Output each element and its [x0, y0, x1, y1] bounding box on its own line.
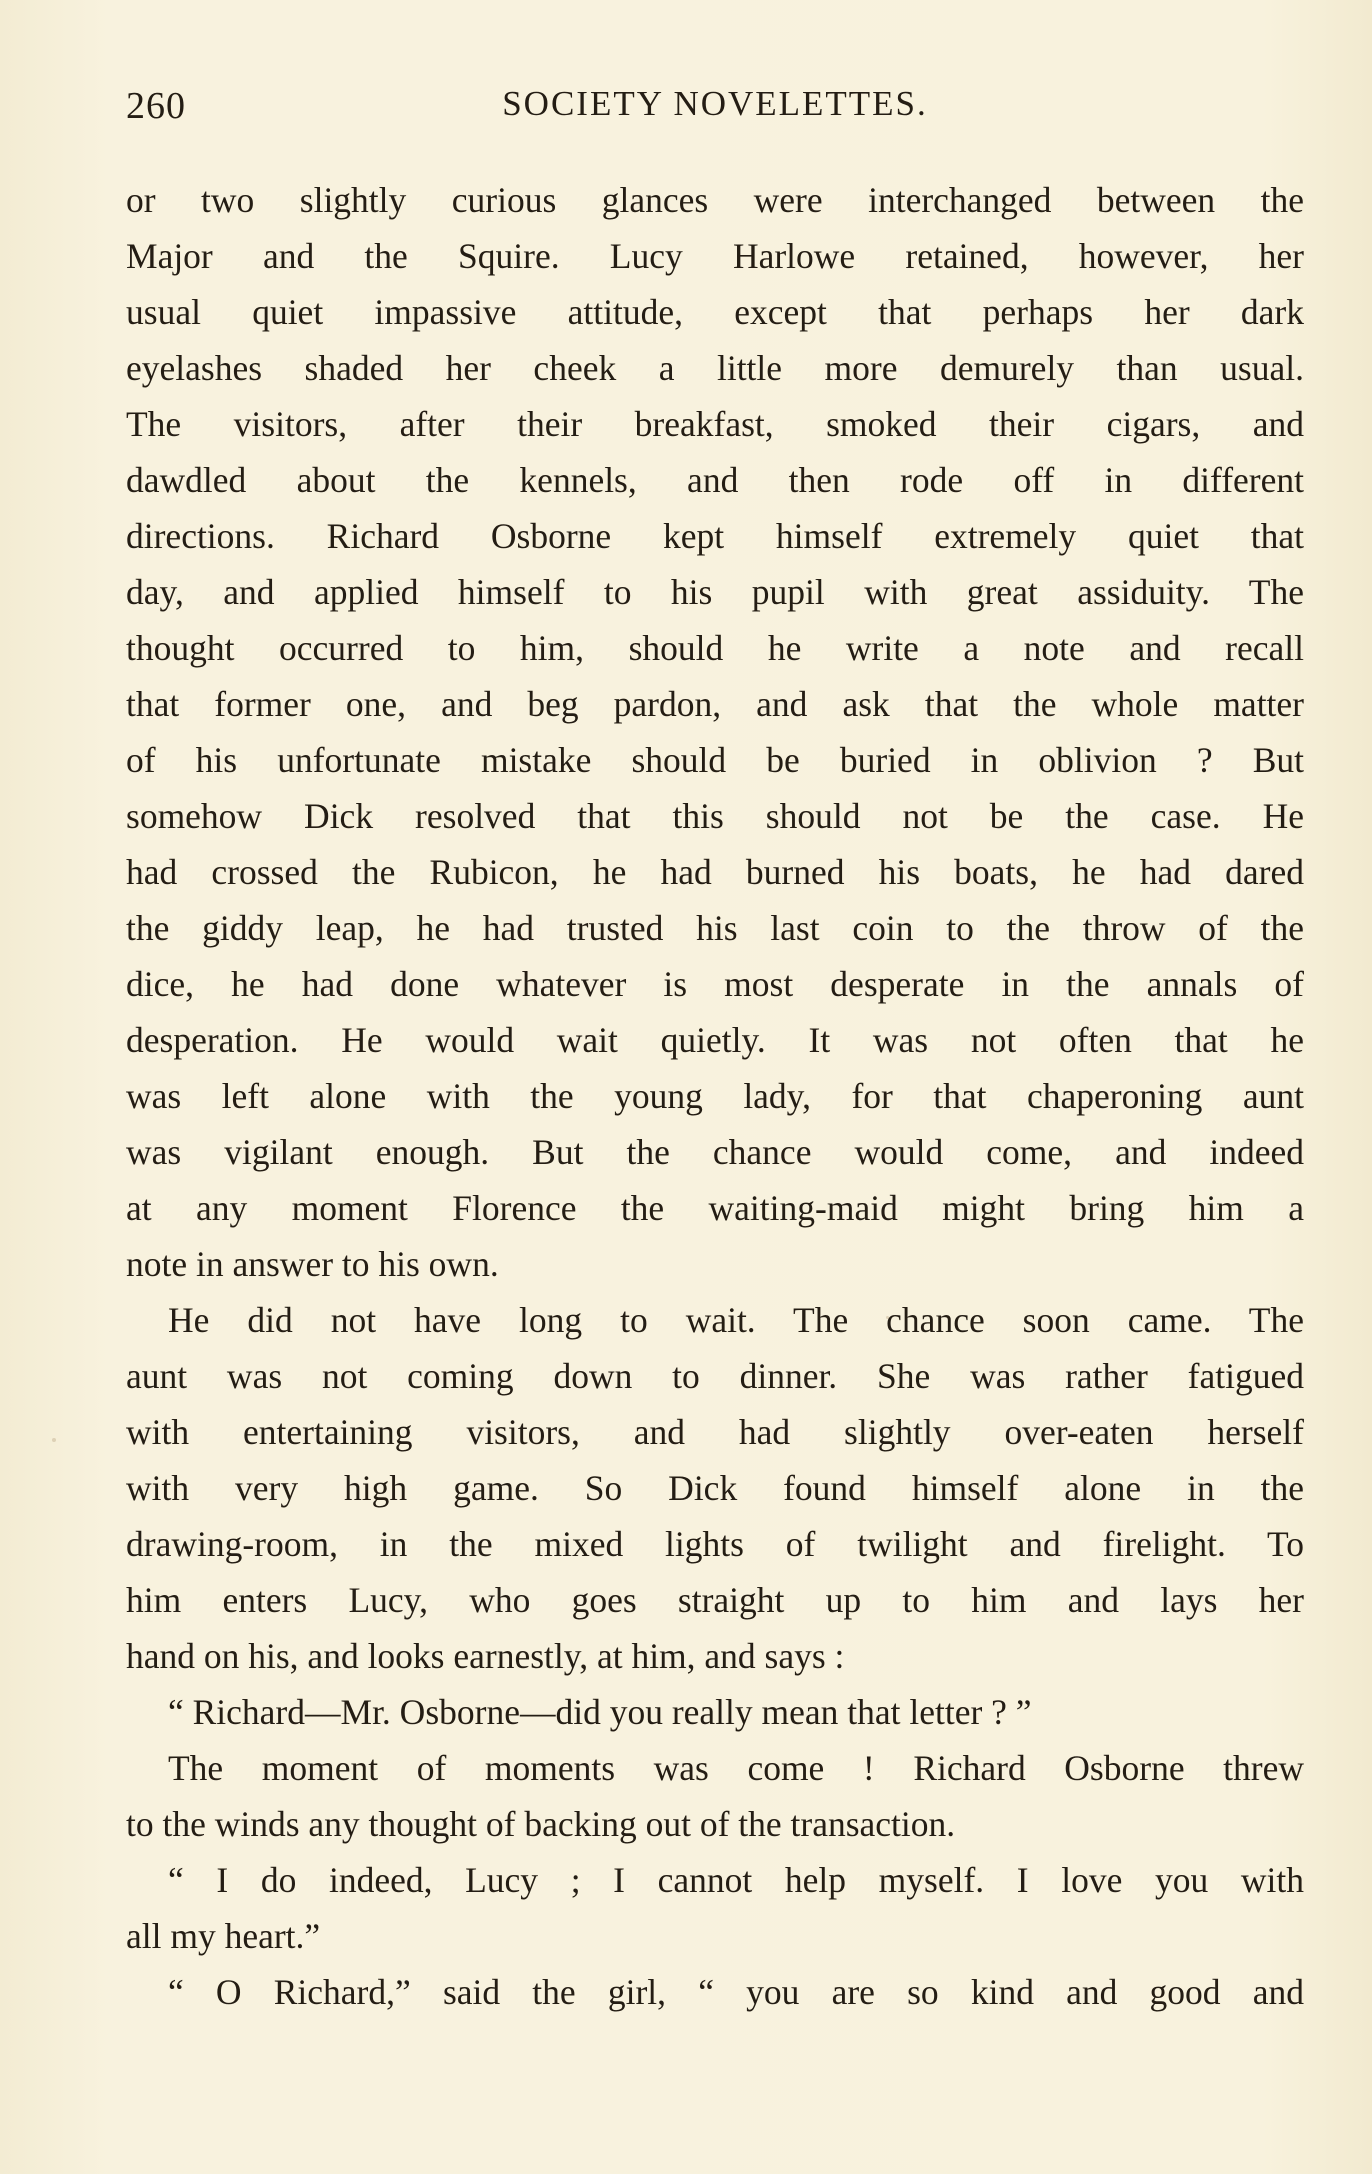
- text-line: at any moment Florence the waiting-maid might bring him a: [126, 1188, 1304, 1228]
- text-line: dice, he had done whatever is most desperate in the annals of: [126, 964, 1304, 1004]
- text-line: of his unfortunate mistake should be buried in oblivion ? But: [126, 740, 1304, 780]
- text-line: note in answer to his own.: [126, 1244, 499, 1284]
- running-title: SOCIETY NOVELETTES.: [502, 84, 928, 123]
- paragraph-start-line: “ I do indeed, Lucy ; I cannot help myself. I love you with: [168, 1860, 1304, 1900]
- text-line: Major and the Squire. Lucy Harlowe retained, however, her: [126, 236, 1304, 276]
- paper-speck: [886, 1316, 889, 1319]
- text-line: usual quiet impassive attitude, except that perhaps her dark: [126, 292, 1304, 332]
- text-line: had crossed the Rubicon, he had burned his boats, he had dared: [126, 852, 1304, 892]
- text-line: thought occurred to him, should he write a note and recall: [126, 628, 1304, 668]
- text-line: the giddy leap, he had trusted his last coin to the throw of the: [126, 908, 1304, 948]
- text-line: The visitors, after their breakfast, smoked their cigars, and: [126, 404, 1304, 444]
- body-text: [126, 172, 1304, 2020]
- page-number: 260: [126, 85, 186, 127]
- text-line: hand on his, and looks earnestly, at him, and says :: [126, 1636, 845, 1676]
- paragraph-start-line: “ Richard—Mr. Osborne—did you really mean that letter ? ”: [168, 1692, 1032, 1732]
- text-line: all my heart.”: [126, 1916, 321, 1956]
- text-line: drawing-room, in the mixed lights of twilight and firelight. To: [126, 1524, 1304, 1564]
- paper-speck: [52, 1438, 56, 1442]
- text-line: to the winds any thought of backing out of the transaction.: [126, 1804, 956, 1844]
- paragraph-start-line: The moment of moments was come ! Richard Osborne threw: [168, 1748, 1304, 1788]
- text-line: was vigilant enough. But the chance would come, and indeed: [126, 1132, 1304, 1172]
- text-line: dawdled about the kennels, and then rode off in different: [126, 460, 1304, 500]
- text-line: him enters Lucy, who goes straight up to him and lays her: [126, 1580, 1304, 1620]
- text-line: with very high game. So Dick found himself alone in the: [126, 1468, 1304, 1508]
- text-line: somehow Dick resolved that this should not be the case. He: [126, 796, 1304, 836]
- paragraph-start-line: “ O Richard,” said the girl, “ you are so kind and good and: [168, 1972, 1304, 2012]
- paragraph-start-line: He did not have long to wait. The chance soon came. The: [168, 1300, 1304, 1340]
- text-line: or two slightly curious glances were interchanged between the: [126, 180, 1304, 220]
- text-line: eyelashes shaded her cheek a little more demurely than usual.: [126, 348, 1304, 388]
- running-head: [126, 84, 1304, 134]
- text-line: aunt was not coming down to dinner. She was rather fatigued: [126, 1356, 1304, 1396]
- text-line: that former one, and beg pardon, and ask that the whole matter: [126, 684, 1304, 724]
- text-line: was left alone with the young lady, for that chaperoning aunt: [126, 1076, 1304, 1116]
- text-line: with entertaining visitors, and had slightly over-eaten herself: [126, 1412, 1304, 1452]
- text-line: desperation. He would wait quietly. It was not often that he: [126, 1020, 1304, 1060]
- text-line: day, and applied himself to his pupil with great assiduity. The: [126, 572, 1304, 612]
- text-line: directions. Richard Osborne kept himself extremely quiet that: [126, 516, 1304, 556]
